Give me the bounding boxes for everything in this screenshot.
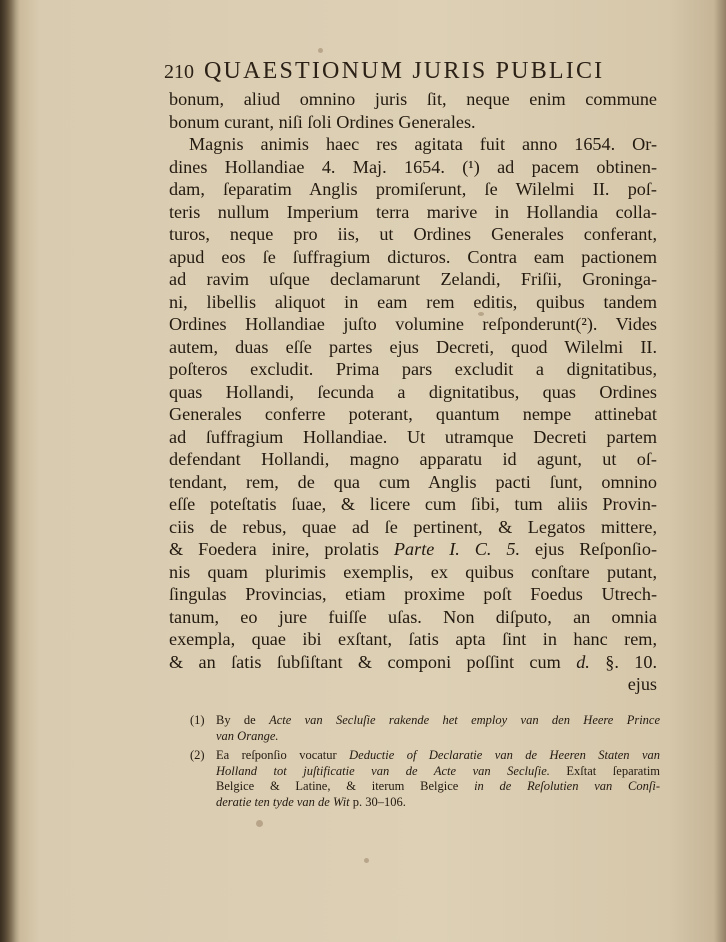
text-line: Magnis animis haec res agitata fuit anno 1654. Or- [189,134,657,154]
footnote-line [216,713,660,729]
footnote-italic: van Orange. [216,728,279,743]
page-edge [714,0,726,942]
text-line: quas Hollandi, ſecunda a dignitatibus, quas Ordines [169,381,657,402]
text-line: eſſe poteſtatis ſuae, & licere cum ſibi, tum aliis Provin- [169,494,657,514]
footnote-segment: Belgice & Latine, & iterum Belgice [216,779,459,793]
catchword: ejus [627,674,657,694]
footnote-text [216,713,660,744]
text-line: poſteros excludit. Prima pars excludit a dignitatibus, [169,359,657,379]
foxing-spot [364,858,369,863]
page-header [164,58,634,85]
text-line: ad ravim uſque declamarunt Zelandi, Friſii, Groninga- [169,269,657,289]
foxing-spot [256,820,263,827]
foxing-spot [318,48,323,53]
text-line: bonum, aliud omnino juris ſit, neque enim commune [169,89,657,109]
footnote-text [216,748,660,810]
text-line [169,538,657,561]
text-line: apud eos ſe ſuffragium dicturos. Contra eam pactionem [169,246,657,267]
footnote-italic: Acte van Secluſie rakende het employ van den Heere Prince [269,713,661,727]
text-line: autem, duas eſſe partes ejus Decreti, quod Wilelmi II. [169,336,657,357]
footnote-mark: (2) [190,748,205,762]
main-text [169,88,657,696]
page-number: 210 [164,61,194,83]
text-line: dines Hollandiae 4. Maj. 1654. (¹) ad pacem obtinen- [169,156,657,177]
text-line: bonum curant, niſi ſoli Ordines Generales. [169,111,476,132]
footnote-segment: By de [216,713,256,727]
text-line: ciis de rebus, quae ad ſe pertinent, & Legatos mittere, [169,516,657,537]
italic-reference: d. [576,651,590,672]
footnote-segment: Ea reſponſio vocatur [216,748,337,762]
footnote-segment: p. 30–106. [352,794,406,809]
footnote-segment: Exſtat ſeparatim [566,763,661,778]
footnote-italic: in de Reſolutien van Conſi- [474,779,661,793]
footnote-line [216,729,660,745]
text-line: Ordines Hollandiae juſto volumine reſponderunt(²). Vides [169,314,657,334]
footnote-1 [190,713,660,744]
text-line: teris nullum Imperium terra marive in Hollandia colla- [169,201,657,222]
text-segment: §. 10. [605,651,658,672]
gutter-shadow [0,0,20,942]
text-line: tendant, rem, de qua cum Anglis pacti ſunt, omnino [169,471,657,492]
text-line [169,651,657,674]
text-line: exempla, quae ibi exſtant, ſatis apta ſint in hanc rem, [169,629,657,649]
text-line: turos, neque pro iis, ut Ordines Generales conferant, [169,224,657,244]
footnote-mark: (1) [190,713,205,727]
footnote-italic: deratie ten tyde van de Wit [216,794,350,809]
text-line: Generales conferre poterant, quantum nempe attinebat [169,404,657,424]
text-line: ſingulas Provincias, etiam proxime poſt Foedus Utrech- [169,584,657,604]
text-line: nis quam plurimis exemplis, ex quibus conſtare putant, [169,561,657,582]
text-segment: & an ſatis ſubſiſtant & componi poſſint cum [169,651,561,672]
footnotes [190,713,660,814]
text-segment: ejus Reſponſio- [534,539,658,559]
text-line: ad ſuffragium Hollandiae. Ut utramque Decreti partem [169,426,657,447]
footnote-line [216,779,660,795]
footnote-italic: Deductie of Declaratie van de Heeren Staten van [349,748,661,762]
footnote-line [216,764,660,780]
footnote-italic: Holland tot juſtificatie van de Acte van Secluſie. [216,763,550,778]
text-segment: & Foedera inire, prolatis [169,539,379,559]
running-head: QUAESTIONUM JURIS PUBLICI [204,58,605,84]
text-line: defendant Hollandi, magno apparatu id agunt, ut oſ- [169,449,657,469]
footnote-2 [190,748,660,810]
italic-reference: Parte I. C. 5. [393,539,521,559]
text-line: dam, ſeparatim Anglis promiſerunt, ſe Wilelmi II. poſ- [169,179,657,199]
footnote-line [216,748,660,764]
text-line: ni, libellis aliquot in eam rem editis, quibus tandem [169,291,657,312]
footnote-line [216,795,660,811]
text-line: tanum, eo jure fuiſſe uſas. Non diſputo, an omnia [169,606,657,627]
